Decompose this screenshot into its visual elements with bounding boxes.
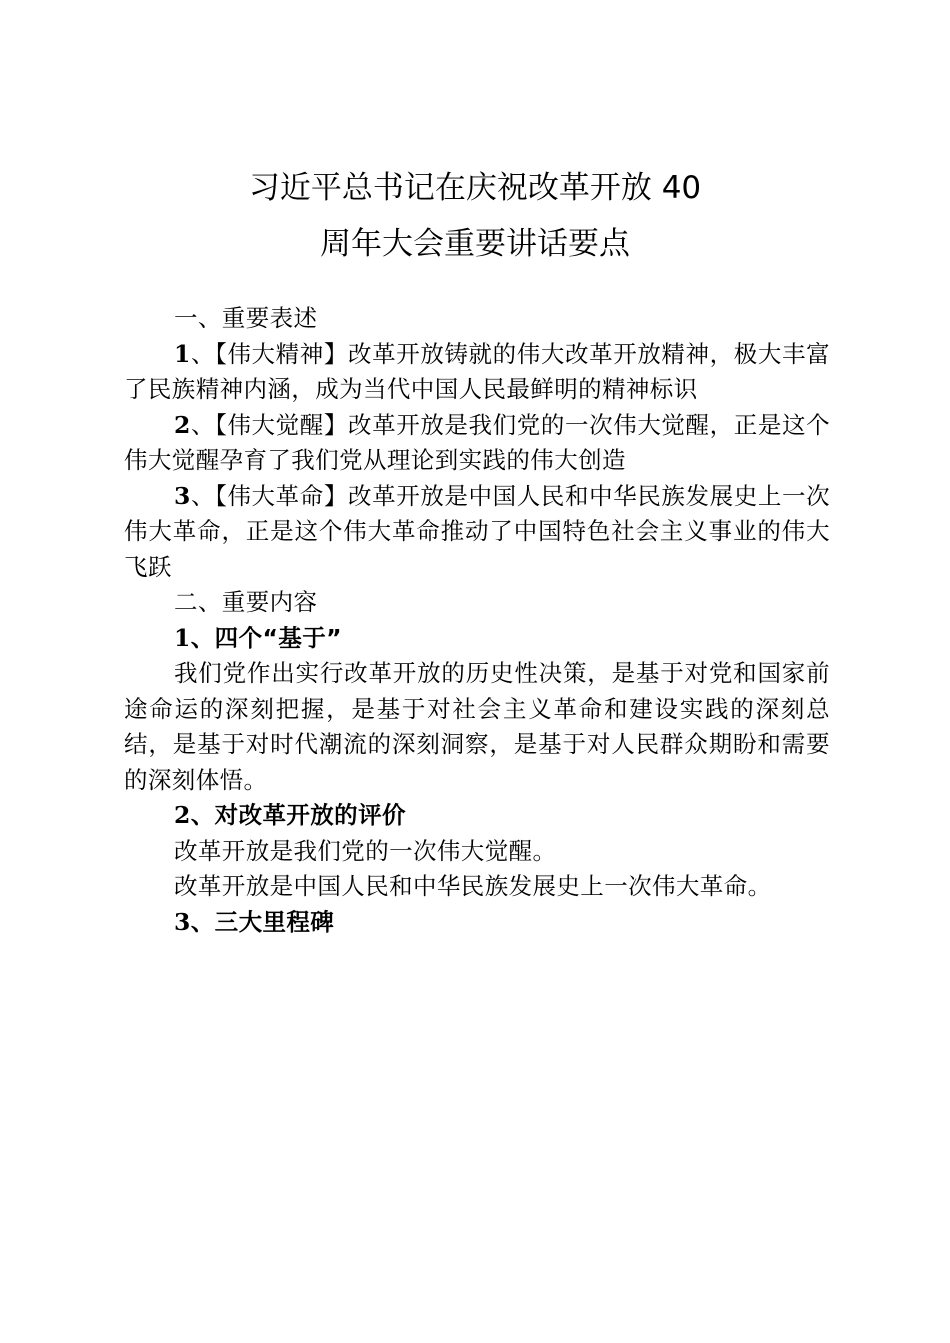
statement-item-2: [124, 408, 830, 479]
subheading-number: 1: [174, 623, 191, 652]
subheading-number: 3: [174, 907, 191, 936]
subheading-three-milestones: [124, 905, 830, 941]
document-title-line-2: 周年大会重要讲话要点: [320, 226, 630, 262]
document-title-line-1: 习近平总书记在庆祝改革开放 40: [248, 170, 702, 206]
subheading-evaluation: [124, 798, 830, 834]
item-text: 、【伟大精神】改革开放铸就的伟大改革开放精神，极大丰富了民族精神内涵，成为当代中国人民最鲜明的精神标识: [124, 339, 830, 403]
statement-item-3: [124, 479, 830, 586]
subheading-text: 、对改革开放的评价: [190, 801, 406, 829]
document-body: [124, 301, 830, 940]
statement-item-1: [124, 337, 830, 408]
item-text: 、【伟大觉醒】改革开放是我们党的一次伟大觉醒，正是这个伟大觉醒孕育了我们党从理论到实践的伟大创造: [124, 410, 830, 474]
subheading-text: 、三大里程碑: [190, 907, 335, 936]
paragraph-four-bases: 我们党作出实行改革开放的历史性决策，是基于对党和国家前途命运的深刻把握，是基于对社会主义革命和建设实践的深刻总结，是基于对时代潮流的深刻洞察，是基于对人民群众期盼和需要的深刻体悟。: [124, 659, 830, 794]
item-number: 2: [174, 410, 191, 439]
section-heading-important-content: 二、重要内容: [174, 588, 318, 616]
evaluation-line-1: 改革开放是我们党的一次伟大觉醒。: [174, 836, 557, 865]
subheading-four-bases: [124, 621, 830, 657]
section-heading-important-statements: 一、重要表述: [174, 304, 318, 332]
subheading-number: 2: [174, 801, 191, 829]
item-number: 1: [174, 339, 191, 368]
subheading-text: 、四个“基于”: [190, 623, 342, 652]
item-text: 、【伟大革命】改革开放是中国人民和中华民族发展史上一次伟大革命，正是这个伟大革命推动了中国特色社会主义事业的伟大飞跃: [124, 481, 830, 581]
item-number: 3: [174, 481, 191, 510]
evaluation-line-2: 改革开放是中国人民和中华民族发展史上一次伟大革命。: [174, 872, 772, 900]
